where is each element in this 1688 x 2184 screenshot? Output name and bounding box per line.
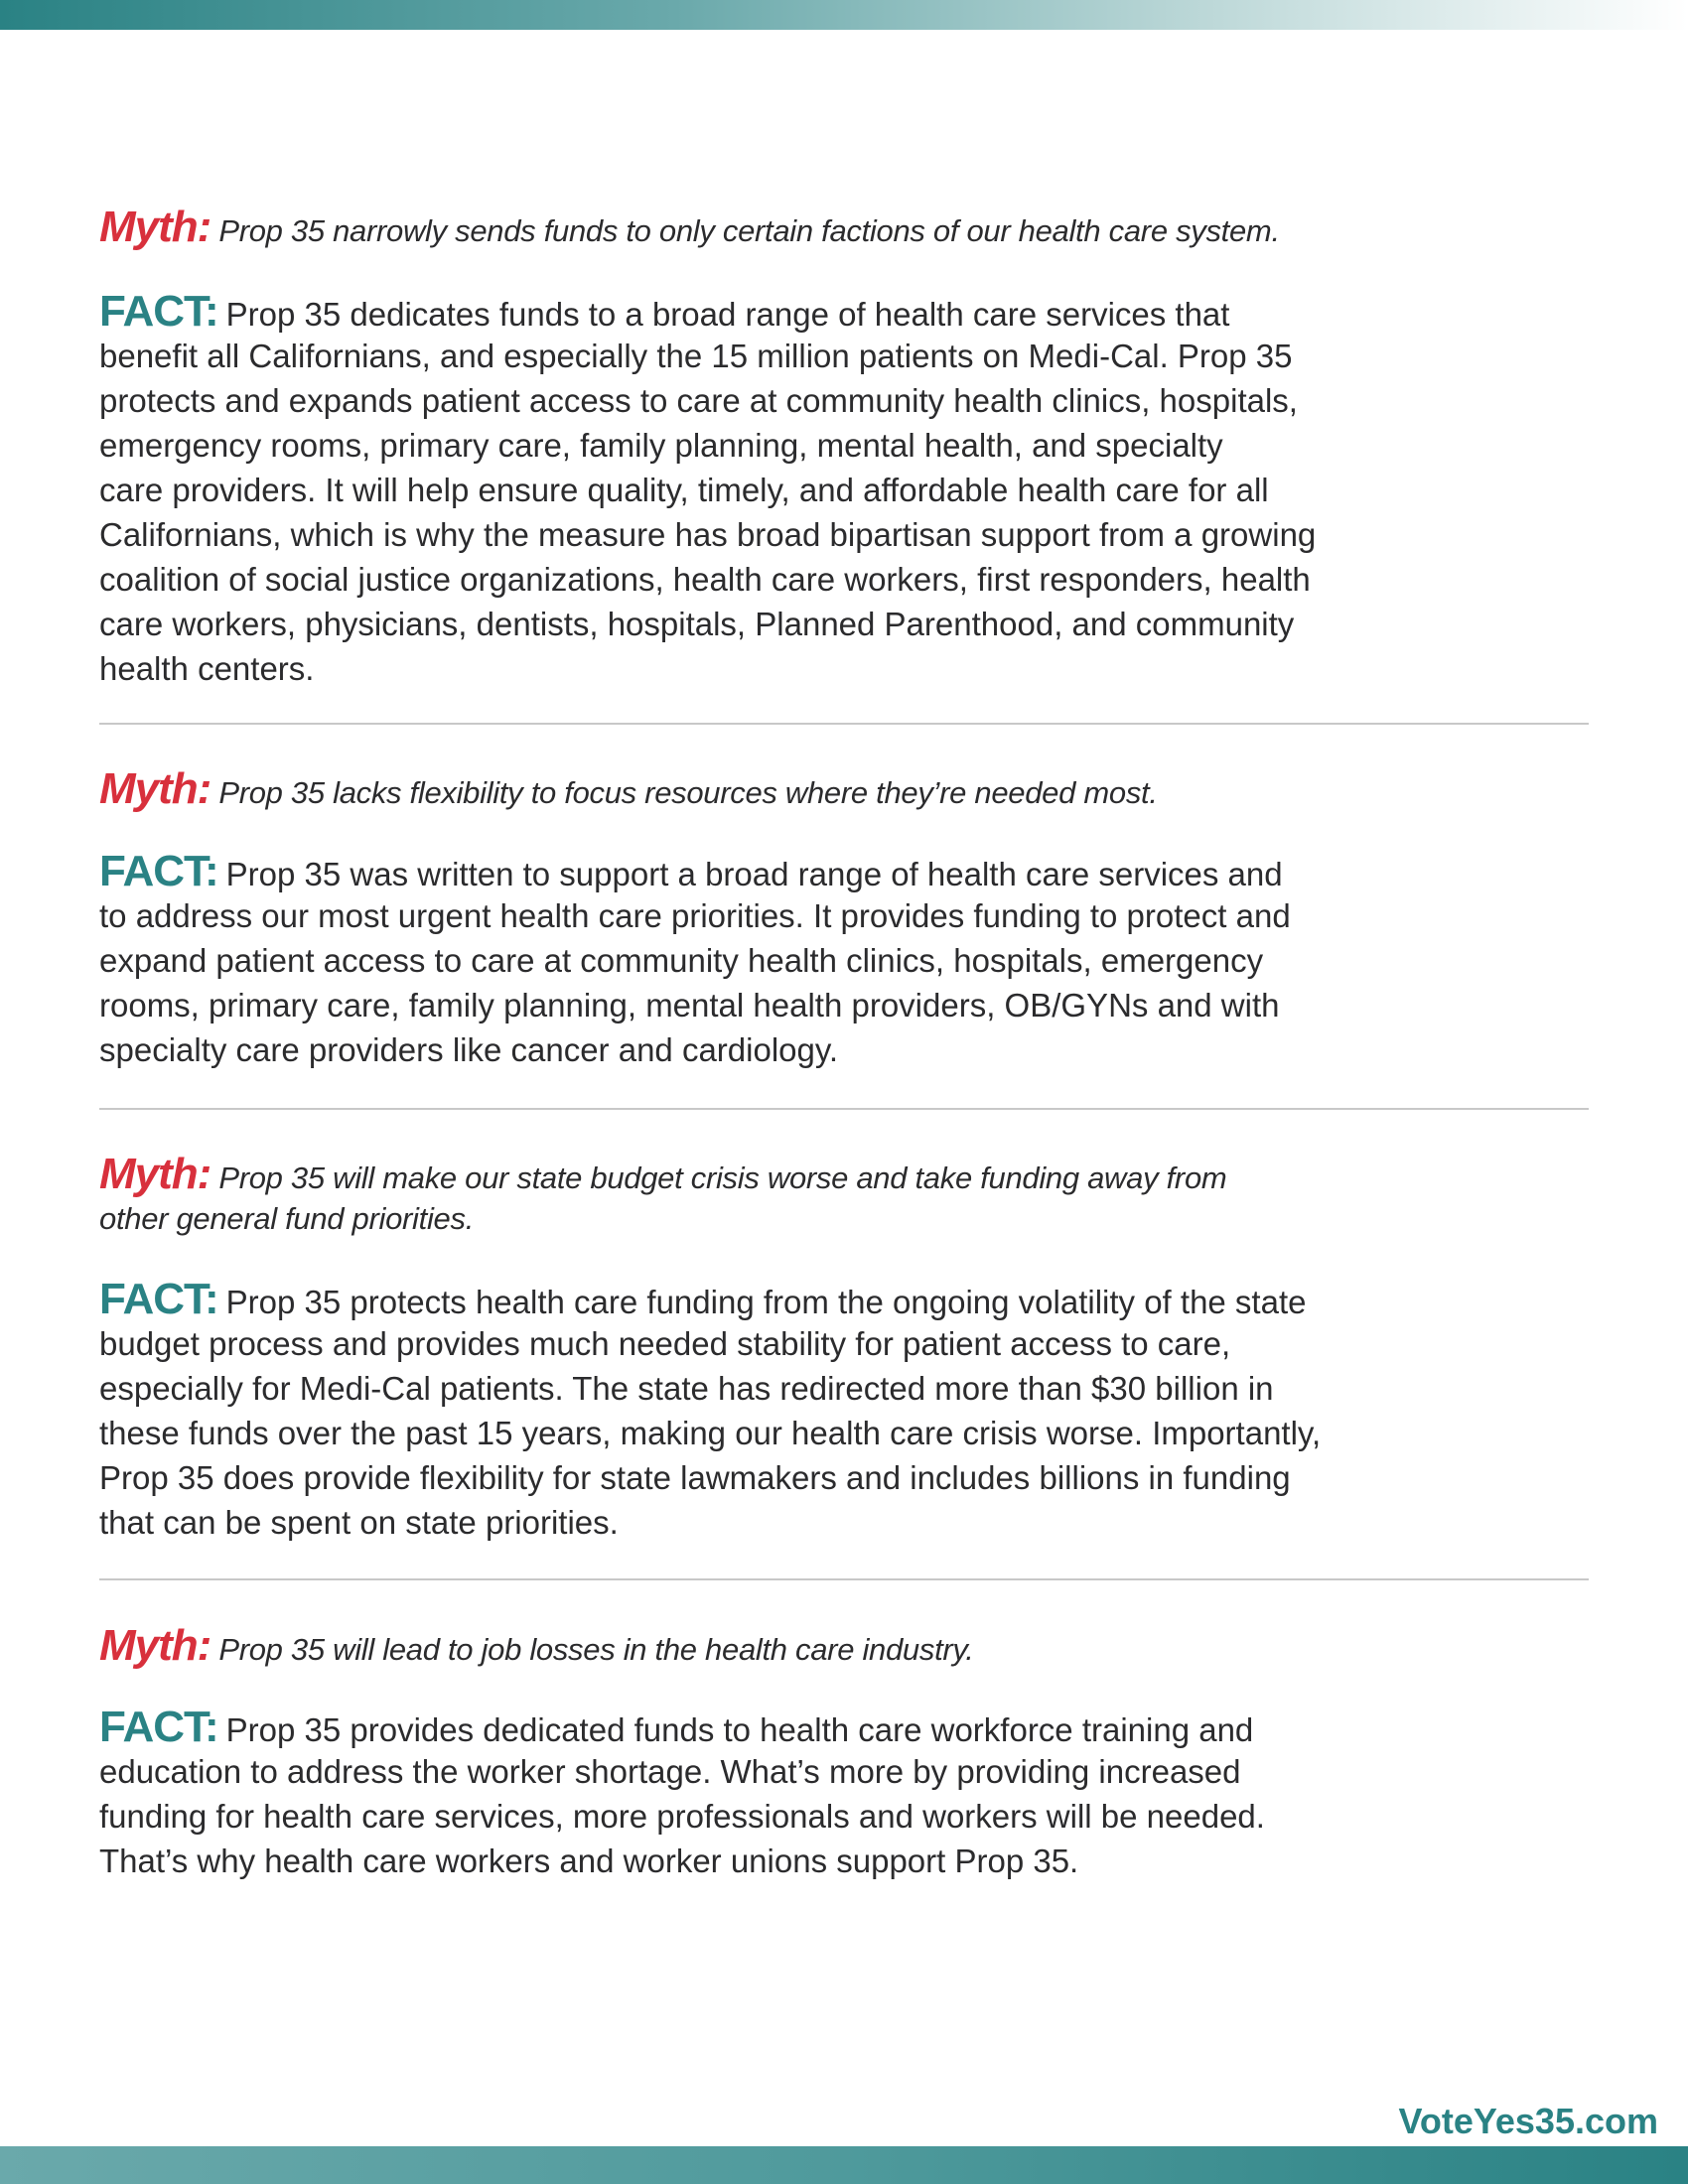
fact-text: Prop 35 dedicates funds to a broad range of health care services that [225,296,1230,333]
fact-text: expand patient access to care at community health clinics, hospitals, emergency [99,942,1264,979]
fact-text: Prop 35 was written to support a broad range of health care services and [225,856,1283,892]
bottom-gradient-bar [0,2146,1688,2184]
fact-label: FACT: [99,1275,218,1323]
myth-label: Myth: [99,1150,211,1198]
fact-text: Californians, which is why the measure has broad bipartisan support from a growing [99,516,1317,553]
myth-4 [99,1623,1609,1668]
fact-text: funding for health care services, more professionals and workers will be needed. [99,1798,1265,1835]
fact-text: health centers. [99,650,315,687]
fact-text: to address our most urgent health care priorities. It provides funding to protect and [99,897,1291,934]
fact-text: specialty care providers like cancer and cardiology. [99,1031,839,1068]
fact-text: education to address the worker shortage. What’s more by providing increased [99,1753,1241,1790]
fact-3 [99,1277,1609,1545]
myth-text: Prop 35 will lead to job losses in the health care industry. [218,1632,974,1667]
footer-website-link[interactable]: VoteYes35.com [1398,2101,1658,2141]
myth-3 [99,1152,1609,1241]
section-divider [99,723,1589,725]
myth-1 [99,205,1609,249]
fact-text: benefit all Californians, and especially the 15 million patients on Medi-Cal. Prop 35 [99,338,1293,374]
fact-text: care providers. It will help ensure quality, timely, and affordable health care for all [99,472,1269,508]
fact-label: FACT: [99,1703,218,1751]
fact-text: Prop 35 does provide flexibility for state lawmakers and includes billions in funding [99,1459,1291,1496]
fact-text: emergency rooms, primary care, family planning, mental health, and specialty [99,427,1223,464]
fact-1 [99,289,1609,691]
myth-text: Prop 35 narrowly sends funds to only certain factions of our health care system. [218,213,1280,248]
fact-text: that can be spent on state priorities. [99,1504,619,1541]
fact-text: coalition of social justice organizations, health care workers, first responders, health [99,561,1311,598]
fact-text: Prop 35 provides dedicated funds to health care workforce training and [225,1711,1254,1748]
myth-2 [99,766,1609,811]
myth-text: Prop 35 will make our state budget crisis worse and take funding away from [218,1160,1227,1195]
fact-text: Prop 35 protects health care funding from the ongoing volatility of the state [225,1284,1307,1320]
fact-text: That’s why health care workers and worker unions support Prop 35. [99,1843,1079,1879]
fact-label: FACT: [99,287,218,336]
fact-text: rooms, primary care, family planning, mental health providers, OB/GYNs and with [99,987,1280,1024]
fact-2 [99,849,1609,1072]
fact-text: especially for Medi-Cal patients. The state has redirected more than $30 billion in [99,1370,1274,1407]
fact-text: protects and expands patient access to care at community health clinics, hospitals, [99,382,1298,419]
section-divider [99,1578,1589,1580]
myth-label: Myth: [99,764,211,813]
top-gradient-bar [0,0,1688,30]
fact-text: care workers, physicians, dentists, hospitals, Planned Parenthood, and community [99,606,1295,642]
section-divider [99,1108,1589,1110]
fact-text: these funds over the past 15 years, making our health care crisis worse. Importantly, [99,1415,1322,1451]
myth-label: Myth: [99,1621,211,1670]
fact-text: budget process and provides much needed stability for patient access to care, [99,1325,1231,1362]
myth-text: other general fund priorities. [99,1201,475,1236]
fact-4 [99,1705,1609,1883]
myth-label: Myth: [99,203,211,251]
fact-label: FACT: [99,847,218,895]
myth-text: Prop 35 lacks flexibility to focus resources where they’re needed most. [218,775,1158,810]
